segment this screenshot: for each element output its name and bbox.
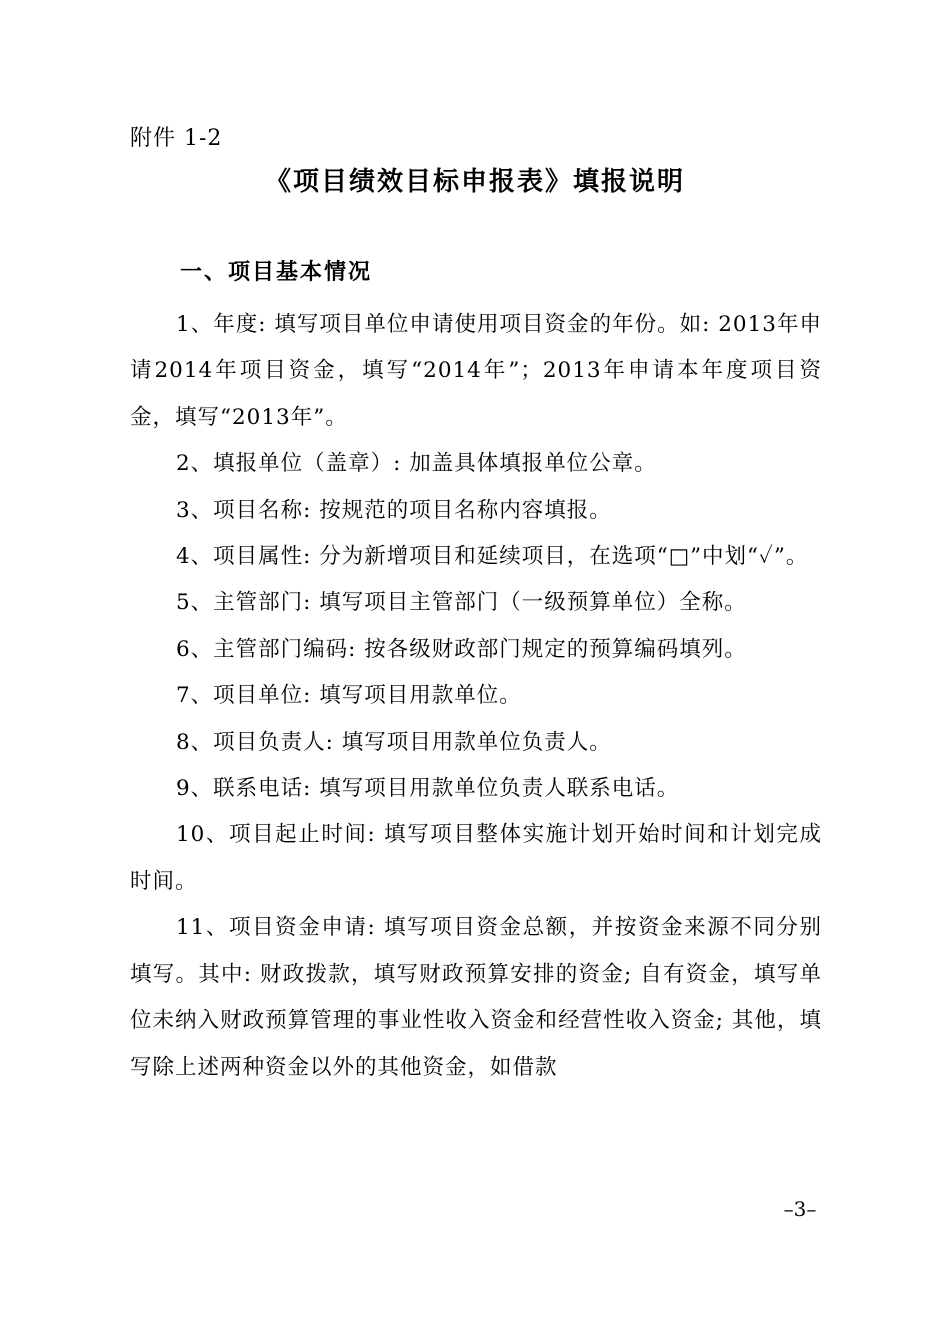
section-heading: 一、项目基本情况 <box>180 259 373 285</box>
page-number: –3– <box>783 1197 817 1221</box>
document-title: 《项目绩效目标申报表》填报说明 <box>264 167 685 197</box>
paragraph-project-period: 10、项目起止时间: 填写项目整体实施计划开始时间和计划完成时间。 <box>130 822 822 894</box>
paragraph-competent-department: 5、主管部门: 填写项目主管部门（一级预算单位）全称。 <box>176 590 747 616</box>
paragraph-project-leader: 8、项目负责人: 填写项目用款单位负责人。 <box>176 729 612 755</box>
paragraph-project-unit: 7、项目单位: 填写项目用款单位。 <box>176 683 522 709</box>
paragraph-department-code: 6、主管部门编码: 按各级财政部门规定的预算编码填列。 <box>176 636 747 662</box>
attachment-label: 附件 1-2 <box>130 126 223 151</box>
document-body <box>130 302 822 1091</box>
paragraph-year: 1、年度: 填写项目单位申请使用项目资金的年份。如: 2013年申请2014年项目资金，填写“2014年”；2013年申请本年度项目资金，填写“2013年”。 <box>130 312 822 430</box>
paragraph-project-attribute: 4、项目属性: 分为新增项目和延续项目，在选项“□”中划“✓”。 <box>176 544 809 570</box>
paragraph-reporting-unit: 2、填报单位（盖章）: 加盖具体填报单位公章。 <box>176 451 657 477</box>
paragraph-project-name: 3、项目名称: 按规范的项目名称内容填报。 <box>176 497 612 523</box>
paragraph-contact-phone: 9、联系电话: 填写项目用款单位负责人联系电话。 <box>176 776 680 802</box>
paragraph-funding-application: 11、项目资金申请: 填写项目资金总额，并按资金来源不同分别填写。其中: 财政拨款，填写财政预算安排的资金; 自有资金，填写单位未纳入财政预算管理的事业性收入资金和经营性收入资金; 其他，填写除上述两种资金以外的其他资金，如借款 <box>130 915 822 1080</box>
